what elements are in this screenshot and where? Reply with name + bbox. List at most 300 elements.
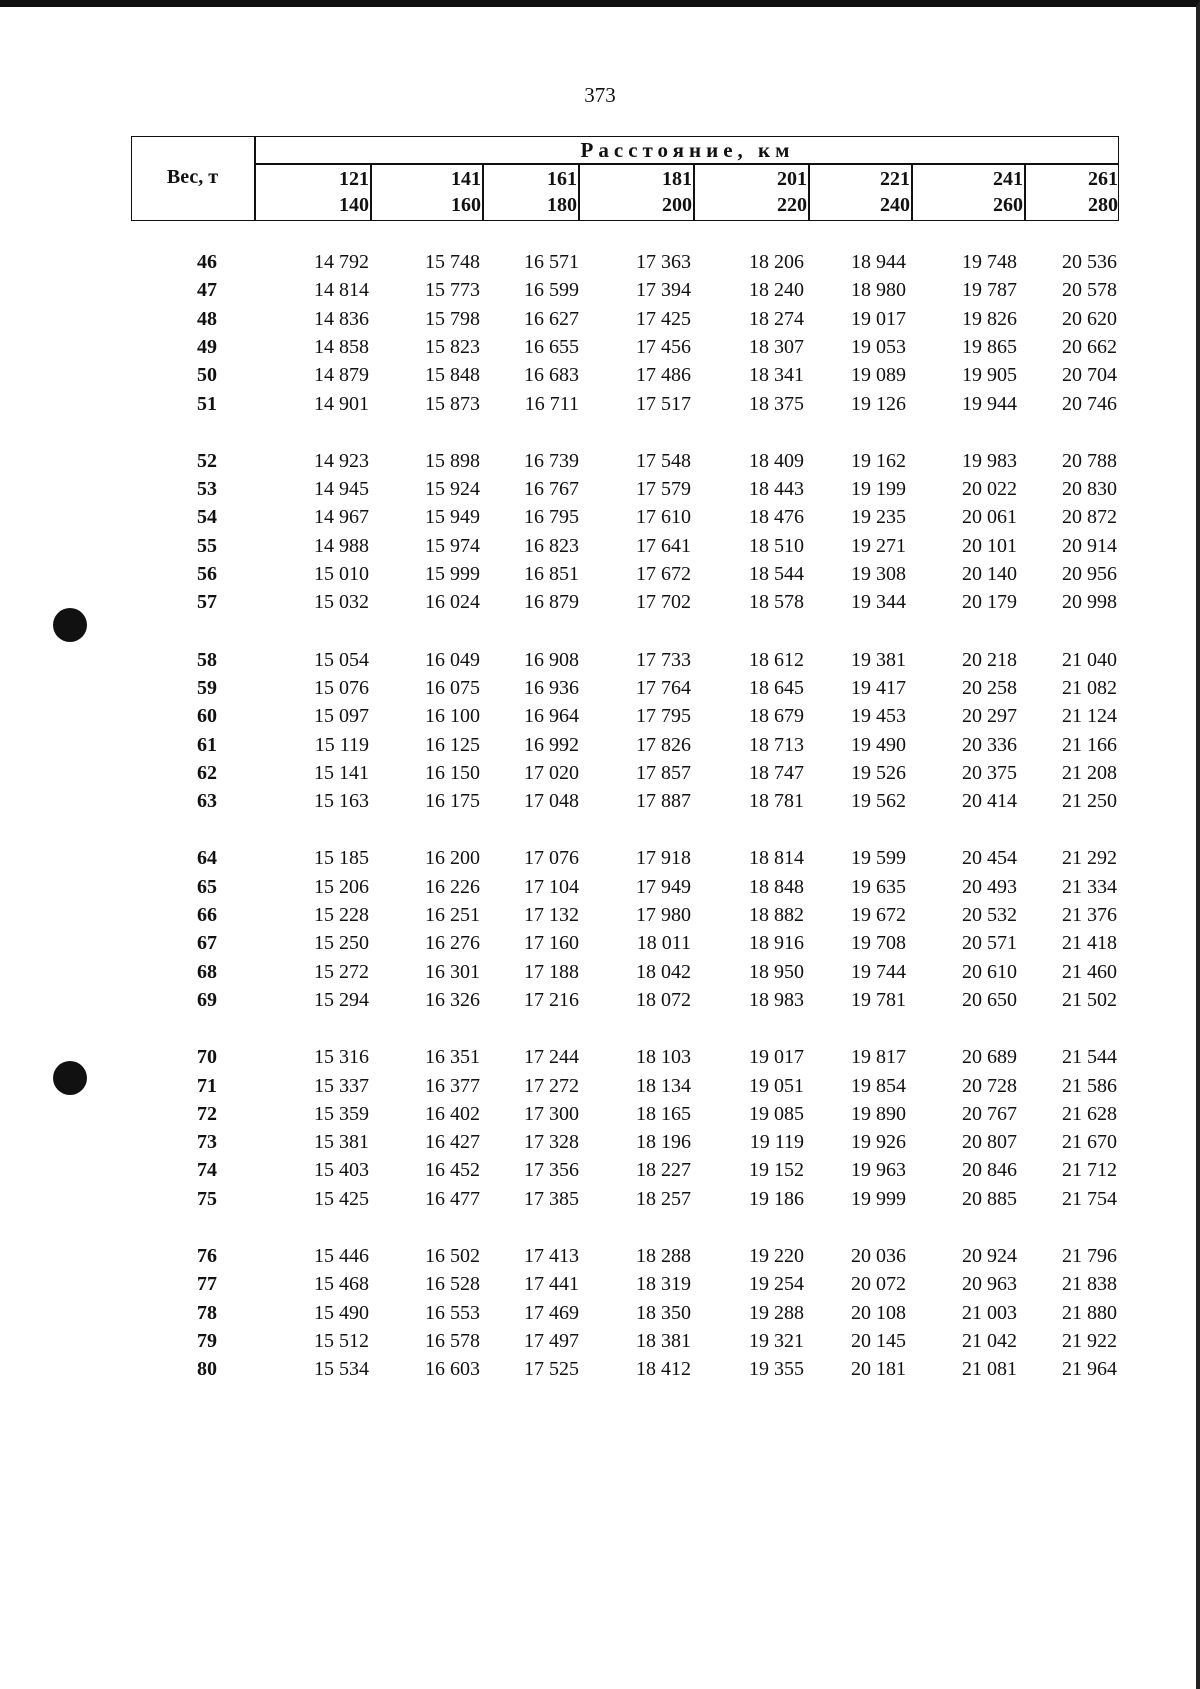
- table-row: [0, 1271, 1200, 1297]
- rate-cell: 16 200: [425, 847, 480, 870]
- range-to: 180: [547, 194, 577, 216]
- rate-cell: 17 300: [524, 1102, 579, 1125]
- rate-cell: 17 672: [636, 563, 691, 585]
- rate-cell: 15 163: [314, 790, 369, 813]
- rate-cell: 17 216: [524, 988, 579, 1011]
- rate-cell: 15 119: [314, 733, 369, 756]
- table-row: [0, 1243, 1200, 1269]
- rate-cell: 18 350: [636, 1301, 691, 1324]
- rate-cell: 21 460: [1062, 960, 1117, 983]
- rate-cell: 16 049: [425, 648, 480, 671]
- rate-cell: 18 288: [636, 1245, 691, 1267]
- distance-range-header: [580, 165, 695, 221]
- rate-cell: 19 708: [851, 932, 906, 955]
- rate-cell: 18 645: [749, 676, 804, 699]
- rate-cell: 17 104: [524, 875, 579, 898]
- range-to: 280: [1088, 194, 1118, 216]
- weight-cell: 78: [197, 1301, 217, 1324]
- rate-cell: 17 795: [636, 705, 691, 728]
- weight-cell: 72: [197, 1102, 217, 1125]
- weight-cell: 63: [197, 790, 217, 813]
- weight-heading: Вес, т: [166, 166, 219, 188]
- rate-cell: 15 097: [314, 705, 369, 728]
- rate-cell: 17 548: [636, 449, 691, 472]
- rate-cell: 21 376: [1062, 904, 1117, 926]
- rate-cell: 15 924: [425, 478, 480, 501]
- rate-cell: 18 206: [749, 251, 804, 273]
- rate-cell: 19 635: [851, 875, 906, 898]
- weight-cell: 56: [197, 563, 217, 585]
- rate-cell: 17 356: [524, 1159, 579, 1182]
- weight-cell: 62: [197, 761, 217, 784]
- range-to: 140: [339, 194, 369, 216]
- weight-cell: 61: [197, 733, 217, 756]
- rate-cell: 16 553: [425, 1301, 480, 1324]
- rate-cell: 14 923: [314, 449, 369, 472]
- rate-cell: 20 536: [1062, 251, 1117, 273]
- weight-cell: 74: [197, 1159, 217, 1182]
- rate-cell: 20 414: [962, 790, 1017, 813]
- rate-cell: 16 599: [524, 279, 579, 302]
- rate-cell: 14 988: [314, 534, 369, 557]
- rate-cell: 18 713: [749, 733, 804, 756]
- rate-cell: 15 272: [314, 960, 369, 983]
- rate-cell: 18 476: [749, 506, 804, 529]
- rate-cell: 21 544: [1062, 1046, 1117, 1069]
- rate-cell: 20 610: [962, 960, 1017, 983]
- table-row: [0, 987, 1200, 1013]
- rate-cell: 14 814: [314, 279, 369, 302]
- rate-cell: 17 076: [524, 847, 579, 870]
- rate-cell: 16 125: [425, 733, 480, 756]
- rate-cell: 18 274: [749, 307, 804, 330]
- rate-cell: 21 712: [1062, 1159, 1117, 1182]
- rate-cell: 16 477: [425, 1187, 480, 1210]
- rate-cell: 16 377: [425, 1074, 480, 1097]
- rate-cell: 16 627: [524, 307, 579, 330]
- weight-cell: 76: [197, 1245, 217, 1267]
- rate-cell: 21 670: [1062, 1131, 1117, 1154]
- rate-cell: 16 427: [425, 1131, 480, 1154]
- weight-cell: 52: [197, 449, 217, 472]
- weight-cell: 64: [197, 847, 217, 870]
- table-row: [0, 1328, 1200, 1354]
- rate-cell: 17 394: [636, 279, 691, 302]
- rate-cell: 20 704: [1062, 364, 1117, 387]
- rate-cell: 15 773: [425, 279, 480, 302]
- rate-cell: 15 250: [314, 932, 369, 955]
- weight-cell: 51: [197, 392, 217, 415]
- rate-cell: 20 788: [1062, 449, 1117, 472]
- rate-cell: 16 879: [524, 591, 579, 614]
- rate-cell: 17 328: [524, 1131, 579, 1154]
- rate-cell: 17 132: [524, 904, 579, 926]
- rate-cell: 20 022: [962, 478, 1017, 501]
- table-row: [0, 306, 1200, 332]
- weight-cell: 70: [197, 1046, 217, 1069]
- rate-cell: 21 586: [1062, 1074, 1117, 1097]
- rate-cell: 15 490: [314, 1301, 369, 1324]
- rate-cell: 21 796: [1062, 1245, 1117, 1267]
- rate-cell: 17 363: [636, 251, 691, 273]
- rate-cell: 20 532: [962, 904, 1017, 926]
- table-row: [0, 1044, 1200, 1070]
- distance-range-header: [484, 165, 580, 221]
- rate-cell: 19 017: [851, 307, 906, 330]
- range-to: 240: [880, 194, 910, 216]
- rate-cell: 19 963: [851, 1159, 906, 1182]
- rate-cell: 15 316: [314, 1046, 369, 1069]
- rate-cell: 16 964: [524, 705, 579, 728]
- rate-cell: 19 905: [962, 364, 1017, 387]
- rate-cell: 21 922: [1062, 1329, 1117, 1352]
- range-from: 261: [1088, 168, 1118, 190]
- rate-cell: 19 119: [749, 1131, 804, 1154]
- weight-cell: 48: [197, 307, 217, 330]
- rate-cell: 21 003: [962, 1301, 1017, 1324]
- rate-cell: 20 746: [1062, 392, 1117, 415]
- rate-cell: 18 944: [851, 251, 906, 273]
- rate-cell: 15 010: [314, 563, 369, 585]
- rate-cell: 20 145: [851, 1329, 906, 1352]
- rate-cell: 19 199: [851, 478, 906, 501]
- rate-cell: 17 497: [524, 1329, 579, 1352]
- rate-cell: 21 040: [1062, 648, 1117, 671]
- table-row: [0, 647, 1200, 673]
- rate-cell: 14 967: [314, 506, 369, 529]
- rate-cell: 17 441: [524, 1273, 579, 1296]
- rate-cell: 20 181: [851, 1358, 906, 1381]
- rate-cell: 16 655: [524, 335, 579, 358]
- weight-cell: 66: [197, 904, 217, 926]
- rate-cell: 16 823: [524, 534, 579, 557]
- rate-cell: 18 443: [749, 478, 804, 501]
- rate-cell: 19 220: [749, 1245, 804, 1267]
- rate-cell: 18 409: [749, 449, 804, 472]
- rate-cell: 17 456: [636, 335, 691, 358]
- table-row: [0, 732, 1200, 758]
- rate-cell: 15 823: [425, 335, 480, 358]
- table-row: [0, 760, 1200, 786]
- rate-cell: 16 326: [425, 988, 480, 1011]
- rate-cell: 20 924: [962, 1245, 1017, 1267]
- rate-cell: 15 185: [314, 847, 369, 870]
- weight-cell: 54: [197, 506, 217, 529]
- rate-cell: 21 166: [1062, 733, 1117, 756]
- rate-cell: 19 890: [851, 1102, 906, 1125]
- rate-cell: 19 271: [851, 534, 906, 557]
- rate-cell: 17 641: [636, 534, 691, 557]
- rate-cell: 20 571: [962, 932, 1017, 955]
- rate-cell: 20 767: [962, 1102, 1017, 1125]
- table-row: [0, 249, 1200, 275]
- distance-range-header: [256, 165, 372, 221]
- rate-cell: 17 702: [636, 591, 691, 614]
- weight-cell: 53: [197, 478, 217, 501]
- table-row: [0, 391, 1200, 417]
- range-to: 160: [451, 194, 481, 216]
- rate-cell: 21 292: [1062, 847, 1117, 870]
- rate-cell: 15 228: [314, 904, 369, 926]
- rate-cell: 18 916: [749, 932, 804, 955]
- rate-cell: 20 620: [1062, 307, 1117, 330]
- table-row: [0, 1073, 1200, 1099]
- rate-cell: 15 403: [314, 1159, 369, 1182]
- rate-cell: 19 355: [749, 1358, 804, 1381]
- rate-cell: 17 048: [524, 790, 579, 813]
- rate-cell: 20 493: [962, 875, 1017, 898]
- rate-cell: 19 926: [851, 1131, 906, 1154]
- weight-cell: 80: [197, 1358, 217, 1381]
- rate-cell: 16 711: [524, 392, 579, 415]
- rate-cell: 15 359: [314, 1102, 369, 1125]
- range-from: 201: [777, 168, 807, 190]
- rate-cell: 18 510: [749, 534, 804, 557]
- rate-cell: 15 076: [314, 676, 369, 699]
- rate-cell: 17 733: [636, 648, 691, 671]
- table-row: [0, 504, 1200, 530]
- rate-cell: 18 165: [636, 1102, 691, 1125]
- rate-cell: 16 100: [425, 705, 480, 728]
- rate-cell: 21 628: [1062, 1102, 1117, 1125]
- weight-cell: 79: [197, 1329, 217, 1352]
- rate-cell: 19 089: [851, 364, 906, 387]
- rate-cell: 14 858: [314, 335, 369, 358]
- rate-cell: 18 381: [636, 1329, 691, 1352]
- rate-cell: 17 160: [524, 932, 579, 955]
- range-to: 200: [662, 194, 692, 216]
- rate-cell: 18 257: [636, 1187, 691, 1210]
- rate-cell: 19 126: [851, 392, 906, 415]
- rate-cell: 16 851: [524, 563, 579, 585]
- rate-cell: 20 728: [962, 1074, 1017, 1097]
- rate-cell: 16 795: [524, 506, 579, 529]
- table-row: [0, 959, 1200, 985]
- rate-cell: 16 528: [425, 1273, 480, 1296]
- rate-cell: 15 446: [314, 1245, 369, 1267]
- rate-cell: 21 250: [1062, 790, 1117, 813]
- rate-cell: 20 998: [1062, 591, 1117, 614]
- rate-cell: 17 188: [524, 960, 579, 983]
- weight-cell: 69: [197, 988, 217, 1011]
- table-row: [0, 334, 1200, 360]
- rate-cell: 19 288: [749, 1301, 804, 1324]
- rate-cell: 15 032: [314, 591, 369, 614]
- rate-cell: 18 679: [749, 705, 804, 728]
- rate-cell: 20 963: [962, 1273, 1017, 1296]
- weight-cell: 77: [197, 1273, 217, 1296]
- rate-cell: 17 525: [524, 1358, 579, 1381]
- range-from: 121: [339, 168, 369, 190]
- rate-cell: 17 385: [524, 1187, 579, 1210]
- rate-cell: 19 453: [851, 705, 906, 728]
- rate-cell: 19 308: [851, 563, 906, 585]
- rate-cell: 18 319: [636, 1273, 691, 1296]
- rate-cell: 18 240: [749, 279, 804, 302]
- weight-cell: 58: [197, 648, 217, 671]
- rate-cell: 15 206: [314, 875, 369, 898]
- rate-cell: 20 914: [1062, 534, 1117, 557]
- rate-cell: 19 085: [749, 1102, 804, 1125]
- rate-cell: 17 887: [636, 790, 691, 813]
- rate-cell: 18 983: [749, 988, 804, 1011]
- rate-cell: 18 882: [749, 904, 804, 926]
- weight-cell: 67: [197, 932, 217, 955]
- rate-cell: 17 610: [636, 506, 691, 529]
- rate-cell: 16 571: [524, 251, 579, 273]
- weight-cell: 49: [197, 335, 217, 358]
- table-row: [0, 1356, 1200, 1382]
- rate-cell: 17 857: [636, 761, 691, 784]
- rate-cell: 19 490: [851, 733, 906, 756]
- distance-range-header: [1026, 165, 1119, 221]
- rate-cell: 19 983: [962, 449, 1017, 472]
- table-row: [0, 1129, 1200, 1155]
- rate-cell: 19 186: [749, 1187, 804, 1210]
- weight-cell: 50: [197, 364, 217, 387]
- rate-cell: 21 208: [1062, 761, 1117, 784]
- rate-cell: 20 807: [962, 1131, 1017, 1154]
- rate-cell: 20 689: [962, 1046, 1017, 1069]
- rate-cell: 21 418: [1062, 932, 1117, 955]
- rate-cell: 19 817: [851, 1046, 906, 1069]
- rate-cell: 18 307: [749, 335, 804, 358]
- rate-cell: 15 512: [314, 1329, 369, 1352]
- distance-range-header: [810, 165, 913, 221]
- rate-cell: 18 544: [749, 563, 804, 585]
- rate-cell: 17 469: [524, 1301, 579, 1324]
- table-row: [0, 448, 1200, 474]
- table-row: [0, 1101, 1200, 1127]
- rate-cell: 15 748: [425, 251, 480, 273]
- rate-cell: 19 781: [851, 988, 906, 1011]
- rate-cell: 17 244: [524, 1046, 579, 1069]
- table-row: [0, 1300, 1200, 1326]
- table-row: [0, 1186, 1200, 1212]
- rate-cell: 18 814: [749, 847, 804, 870]
- rate-cell: 19 854: [851, 1074, 906, 1097]
- rate-cell: 20 375: [962, 761, 1017, 784]
- table-header: [131, 136, 1119, 221]
- rate-cell: 17 425: [636, 307, 691, 330]
- table-row: [0, 589, 1200, 615]
- rate-cell: 15 798: [425, 307, 480, 330]
- rate-cell: 16 908: [524, 648, 579, 671]
- rate-cell: 17 949: [636, 875, 691, 898]
- rate-cell: 18 848: [749, 875, 804, 898]
- distance-heading: Расстояние, км: [580, 138, 795, 162]
- rate-cell: 19 254: [749, 1273, 804, 1296]
- rate-cell: 19 417: [851, 676, 906, 699]
- rate-cell: 15 999: [425, 563, 480, 585]
- rate-cell: 20 036: [851, 1245, 906, 1267]
- rate-cell: 15 294: [314, 988, 369, 1011]
- rate-cell: 15 468: [314, 1273, 369, 1296]
- table-row: [0, 561, 1200, 587]
- rate-cell: 20 101: [962, 534, 1017, 557]
- rate-cell: 20 218: [962, 648, 1017, 671]
- weight-cell: 47: [197, 279, 217, 302]
- rate-cell: 18 375: [749, 392, 804, 415]
- weight-cell: 73: [197, 1131, 217, 1154]
- rate-cell: 19 787: [962, 279, 1017, 302]
- rate-cell: 16 402: [425, 1102, 480, 1125]
- rate-cell: 18 072: [636, 988, 691, 1011]
- rate-cell: 20 072: [851, 1273, 906, 1296]
- rate-cell: 19 526: [851, 761, 906, 784]
- rate-cell: 16 452: [425, 1159, 480, 1182]
- rate-cell: 19 672: [851, 904, 906, 926]
- rate-cell: 21 880: [1062, 1301, 1117, 1324]
- rate-cell: 19 865: [962, 335, 1017, 358]
- weight-cell: 46: [197, 251, 217, 273]
- rate-cell: 21 082: [1062, 676, 1117, 699]
- range-from: 221: [880, 168, 910, 190]
- rate-cell: 20 662: [1062, 335, 1117, 358]
- range-from: 141: [451, 168, 481, 190]
- rate-cell: 15 949: [425, 506, 480, 529]
- rate-cell: 17 486: [636, 364, 691, 387]
- rate-cell: 16 251: [425, 904, 480, 926]
- rate-cell: 17 826: [636, 733, 691, 756]
- rate-cell: 20 258: [962, 676, 1017, 699]
- rate-cell: 15 848: [425, 364, 480, 387]
- weight-cell: 71: [197, 1074, 217, 1097]
- weight-cell: 68: [197, 960, 217, 983]
- rate-cell: 17 579: [636, 478, 691, 501]
- page-number: 373: [584, 83, 616, 107]
- rate-cell: 18 227: [636, 1159, 691, 1182]
- rate-cell: 16 075: [425, 676, 480, 699]
- rate-cell: 16 351: [425, 1046, 480, 1069]
- rate-cell: 17 272: [524, 1074, 579, 1097]
- rate-cell: 15 534: [314, 1358, 369, 1381]
- rate-cell: 15 898: [425, 449, 480, 472]
- rate-cell: 16 578: [425, 1329, 480, 1352]
- table-row: [0, 675, 1200, 701]
- rate-cell: 19 999: [851, 1187, 906, 1210]
- table-row: [0, 902, 1200, 928]
- rate-cell: 20 336: [962, 733, 1017, 756]
- binder-hole: [53, 1061, 87, 1095]
- rate-cell: 18 578: [749, 591, 804, 614]
- rate-cell: 17 764: [636, 676, 691, 699]
- rate-cell: 20 846: [962, 1159, 1017, 1182]
- binder-hole: [53, 608, 87, 642]
- rate-cell: 16 276: [425, 932, 480, 955]
- rate-cell: 19 017: [749, 1046, 804, 1069]
- rate-cell: 18 781: [749, 790, 804, 813]
- rate-cell: 14 792: [314, 251, 369, 273]
- distance-range-header: [695, 165, 810, 221]
- rate-cell: 16 175: [425, 790, 480, 813]
- weight-cell: 57: [197, 591, 217, 614]
- weight-cell: 65: [197, 875, 217, 898]
- range-from: 181: [662, 168, 692, 190]
- weight-cell: 75: [197, 1187, 217, 1210]
- table-row: [0, 1157, 1200, 1183]
- rate-cell: 20 872: [1062, 506, 1117, 529]
- rate-cell: 20 578: [1062, 279, 1117, 302]
- rate-cell: 14 901: [314, 392, 369, 415]
- rate-cell: 16 767: [524, 478, 579, 501]
- rate-cell: 16 603: [425, 1358, 480, 1381]
- rate-cell: 18 196: [636, 1131, 691, 1154]
- weight-cell: 55: [197, 534, 217, 557]
- rate-cell: 16 024: [425, 591, 480, 614]
- rate-cell: 18 612: [749, 648, 804, 671]
- rate-cell: 15 425: [314, 1187, 369, 1210]
